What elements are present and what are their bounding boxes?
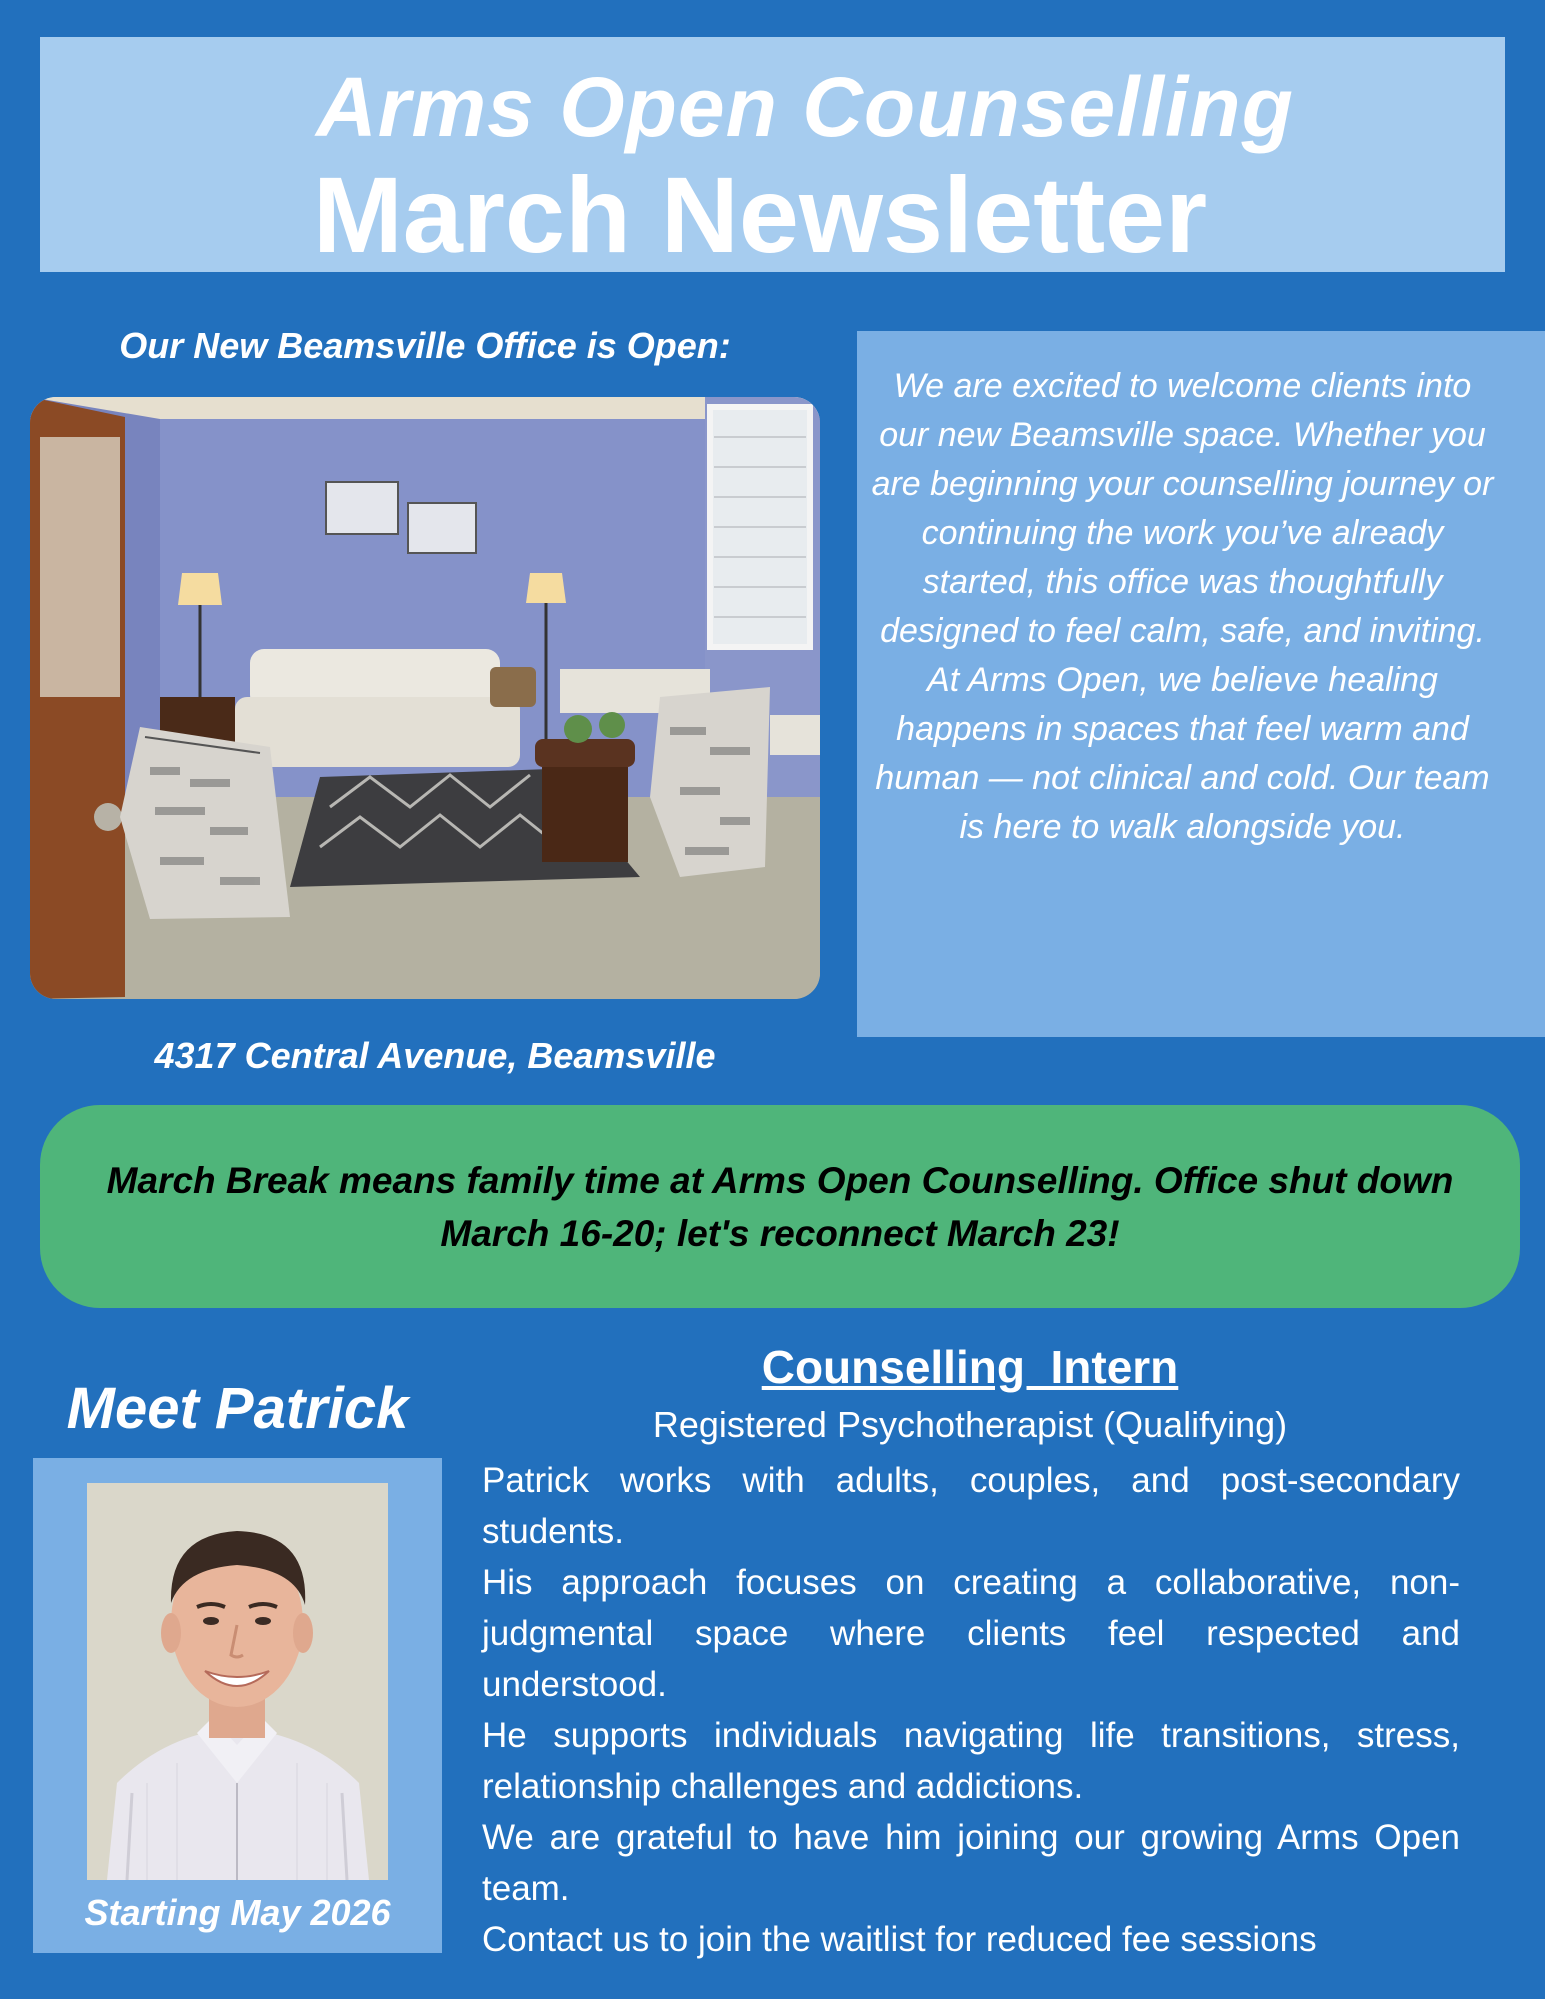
role-title: Counselling Intern	[761, 1341, 1179, 1393]
patrick-card	[33, 1458, 442, 1953]
role-subtitle: Registered Psychotherapist (Qualifying)	[652, 1404, 1288, 1445]
office-photo	[30, 397, 820, 999]
bio-paragraph: His approach focuses on creating a collaborative, non-judgmental space where clients feel respected and understood.	[482, 1563, 1460, 1704]
bio-paragraph: Patrick works with adults, couples, and post-secondary students.	[482, 1461, 1460, 1551]
office-address: 4317 Central Avenue, Beamsville	[154, 1035, 716, 1076]
welcome-text	[870, 362, 1495, 852]
office-heading: Our New Beamsville Office is Open:	[119, 325, 731, 366]
newsletter-title: March Newsletter	[312, 154, 1208, 275]
bio-paragraph: Contact us to join the waitlist for reduced fee sessions	[482, 1920, 1317, 1959]
organization-title: Arms Open Counselling	[316, 60, 1294, 154]
patrick-bio	[482, 1455, 1460, 1965]
welcome-paragraph: We are excited to welcome clients into our new Beamsville space. Whether you are beginning your counselling journey or continuing the work you’ve already started, this office was thoughtfully designed to feel calm, safe, and inviting.	[871, 367, 1494, 650]
bio-paragraph: He supports individuals navigating life transitions, stress, relationship challenges and addictions.	[482, 1716, 1460, 1806]
meet-patrick-heading: Meet Patrick	[66, 1376, 409, 1441]
newsletter-header	[40, 37, 1505, 275]
patrick-photo	[87, 1483, 388, 1880]
welcome-paragraph: At Arms Open, we believe healing happens in spaces that feel warm and human — not clinical and cold. Our team is here to walk alongside you.	[875, 661, 1490, 846]
patrick-portrait	[87, 1483, 388, 1880]
march-break-banner	[40, 1105, 1520, 1308]
march-break-text: March Break means family time at Arms Open Counselling. Office shut down March 16-20; let's reconnect March 23!	[106, 1159, 1454, 1254]
office-room-illustration	[30, 397, 820, 999]
patrick-start-date: Starting May 2026	[84, 1892, 391, 1933]
bio-paragraph: We are grateful to have him joining our growing Arms Open team.	[482, 1818, 1460, 1908]
